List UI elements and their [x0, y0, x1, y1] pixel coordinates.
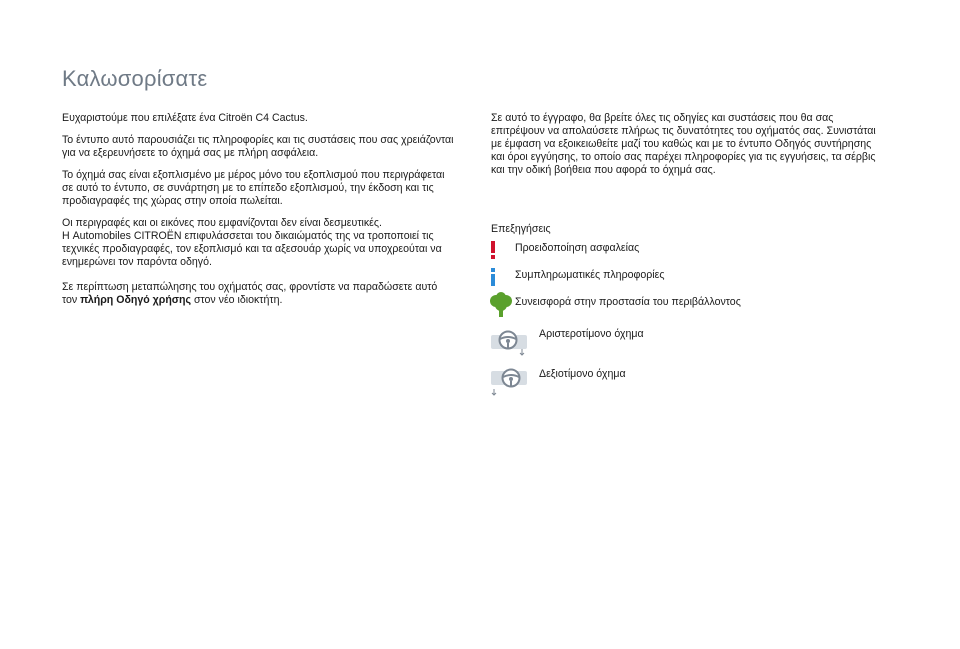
- equipment-paragraph: [62, 169, 462, 208]
- equipment-line-2: σε αυτό το έντυπο, σε συνάρτηση με το επίπεδο εξοπλισμού, την έκδοση και τις: [62, 182, 434, 194]
- purpose-paragraph: [62, 134, 462, 160]
- resale-suffix: στον νέο ιδιοκτήτη.: [191, 294, 283, 306]
- legend-label-eco: Συνεισφορά στην προστασία του περιβάλλοντος: [515, 296, 741, 308]
- disclaimer-line-1: Οι περιγραφές και οι εικόνες που εμφανίζονται δεν είναι δεσμευτικές.: [62, 217, 382, 229]
- legend-item-rhd: [491, 367, 791, 399]
- legend-item-eco: [491, 295, 791, 323]
- legend-label-info: Συμπληρωματικές πληροφορίες: [515, 269, 665, 281]
- intro-column: [62, 112, 462, 316]
- equipment-line-1: Το όχημά σας είναι εξοπλισμένο με μέρος μόνο του εξοπλισμού που περιγράφεται: [62, 169, 445, 181]
- right-hand-drive-icon: [491, 367, 533, 397]
- resale-line-1: Σε περίπτωση μεταπώλησης του οχήματός σας, φροντίστε να παραδώσετε αυτό: [62, 281, 438, 293]
- warning-icon: [491, 241, 495, 253]
- legend-label-rhd: Δεξιοτίμονο όχημα: [539, 368, 626, 380]
- resale-line-2: [62, 294, 462, 307]
- left-hand-drive-icon: [491, 327, 533, 357]
- doc-intro-line-3: με έμφαση να εξοικειωθείτε μαζί του καθώς και με το έντυπο Οδηγός συντήρησης: [491, 138, 872, 150]
- legend-item-warning: [491, 241, 791, 269]
- disclaimer-line-2: Η Automobiles CITROËN επιφυλάσσεται του δικαιώματός της να τροποποιεί τις: [62, 230, 434, 242]
- legend-label-warning: Προειδοποίηση ασφαλείας: [515, 242, 640, 254]
- doc-intro-line-4: και όροι εγγύησης, το οποίο σας παρέχει πληροφορίες για τις εγγυήσεις, τα σέρβις: [491, 151, 876, 163]
- tree-icon: [489, 292, 513, 318]
- doc-intro-line-2: επιτρέψουν να απολαύσετε πλήρως τις δυνατότητες του οχήματός σας. Συνιστάται: [491, 125, 876, 137]
- resale-prefix: τον: [62, 294, 81, 306]
- purpose-line-1: Το έντυπο αυτό παρουσιάζει τις πληροφορίες και τις συστάσεις που σας χρειάζονται: [62, 134, 454, 146]
- disclaimer-line-3: τεχνικές προδιαγραφές, τον εξοπλισμό και τα αξεσουάρ χωρίς να υποχρεούται να: [62, 243, 442, 255]
- disclaimer-paragraph: [62, 217, 462, 269]
- full-manual-emphasis: πλήρη Οδηγό χρήσης: [80, 294, 192, 306]
- doc-intro-line-1: Σε αυτό το έγγραφο, θα βρείτε όλες τις οδηγίες και συστάσεις που θα σας: [491, 112, 834, 124]
- info-icon: [491, 268, 495, 286]
- page-title: Καλωσορίσατε: [62, 66, 208, 91]
- equipment-line-3: προδιαγραφές της χώρας στην οποία πωλείται.: [62, 195, 283, 207]
- doc-intro-line-5: και την οδική βοήθεια που αφορά το όχημά σας.: [491, 164, 716, 176]
- purpose-line-2: για να εξερευνήσετε το όχημά σας με πλήρη ασφάλεια.: [62, 147, 319, 159]
- thanks-text: Ευχαριστούμε που επιλέξατε ένα Citroën C4 Cactus.: [62, 112, 308, 124]
- document-intro: [491, 112, 911, 177]
- thanks-paragraph: [62, 112, 462, 125]
- disclaimer-line-4: ενημερώνει τον παρόντα οδηγό.: [62, 256, 212, 268]
- legend-item-info: [491, 268, 791, 296]
- legend-item-lhd: [491, 327, 791, 359]
- resale-paragraph: [62, 281, 462, 307]
- legend-title: Επεξηγήσεις: [491, 223, 551, 235]
- legend-label-lhd: Αριστεροτίμονο όχημα: [539, 328, 644, 340]
